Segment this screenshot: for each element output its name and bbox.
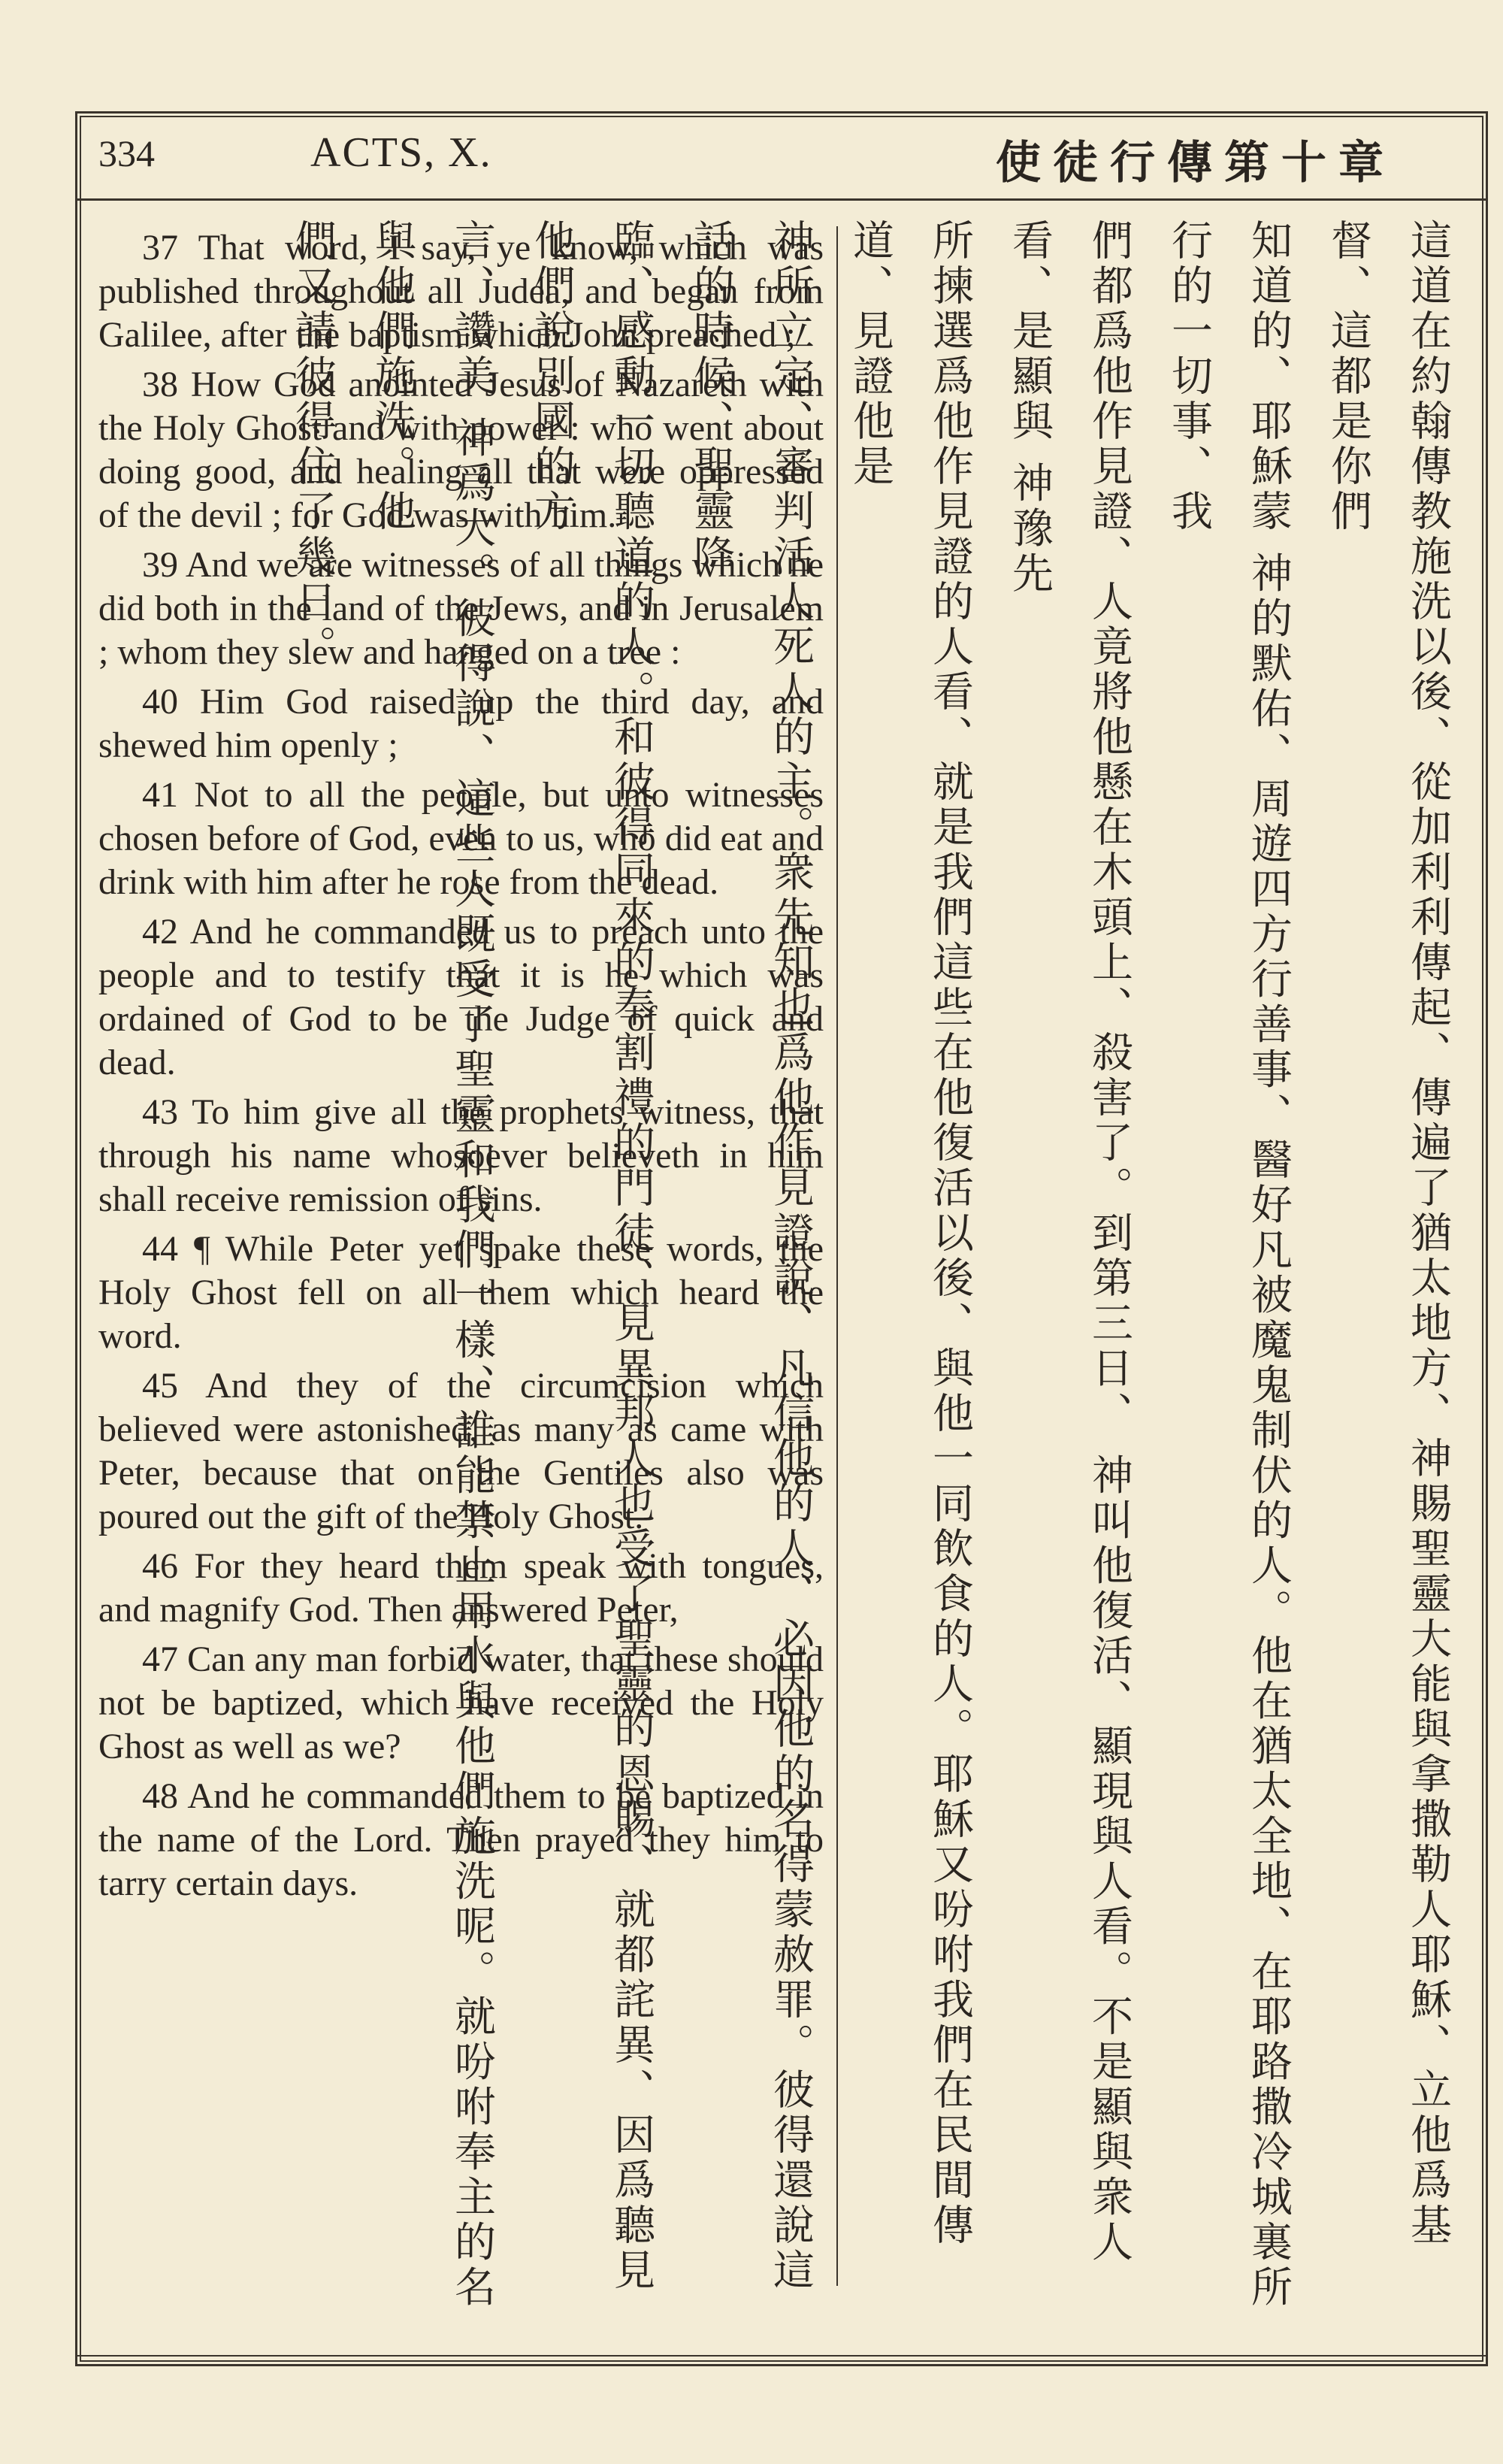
page-number: 334 bbox=[98, 132, 155, 174]
verse-44: 44 ¶ While Peter yet spake these words, the Holy Ghost fell on all them which heard the word. bbox=[98, 1229, 824, 1356]
book-page bbox=[75, 111, 1488, 2366]
chinese-column-line: 所揀選爲他作見證的人看、就是我們這些在他復活以後、與他一同飲食的人。耶穌又吩咐我們在民間傳道、見證他是 bbox=[846, 219, 974, 2248]
verse-37: 37 That word, I say, ye know, which was published throughout all Judea, and began from Galilee, after the baptism which John preached ; bbox=[98, 228, 824, 355]
chinese-column-line: 們都爲他作見證、人竟將他懸在木頭上、殺害了。到第三日、 神叫他復活、顯現與人看。不是顯與衆人看、是顯與 神豫先 bbox=[1006, 219, 1133, 2266]
verse-48: 48 And he commanded them to be baptized in the name of the Lord. Then prayed they him to tarry certain days. bbox=[98, 1776, 824, 1903]
chinese-column-line: 神所立定、審判活人死人的主。衆先知也爲他作見證說、凡信他的人、必因他的名得蒙赦罪。彼得還說這話的時候、聖靈降 bbox=[687, 219, 815, 2293]
chinese-running-title: 使徒行傳第十章 bbox=[996, 137, 1396, 189]
bottom-rule bbox=[77, 2355, 1486, 2357]
verse-46: 46 For they heard them speak with tongues, and magnify God. Then answered Peter, bbox=[98, 1546, 824, 1630]
chinese-column-line: 知道的、耶穌蒙 神的默佑、周遊四方行善事、醫好凡被魔鬼制伏的人。他在猶太全地、在耶路撒冷城裏所行的一切事、我 bbox=[1165, 219, 1293, 2311]
verse-40: 40 Him God raised up the third day, and shewed him openly ; bbox=[98, 682, 824, 765]
verse-45: 45 And they of the circumcision which believed were astonished, as many as came with Peter, because that on the Gentiles also was poured out the gift of the Holy Ghost. bbox=[98, 1366, 824, 1536]
chinese-column-line: 言、讚美 神爲大。彼得說、這些人既受了聖靈和我們一樣、誰能禁止用水與他們施洗呢。就吩咐奉主的名與他們施洗。他 bbox=[368, 219, 496, 2311]
verse-42: 42 And he commanded us to preach unto the people and to testify that it is he which was ordained of God to be the Judge of quick and dead. bbox=[98, 912, 824, 1082]
verse-43: 43 To him give all the prophets witness, that through his name whosoever believeth in him shall receive remission of sins. bbox=[98, 1092, 824, 1219]
verse-39: 39 And we are witnesses of all things which he did both in the land of the Jews, and in Jerusalem ; whom they slew and hanged on a tree : bbox=[98, 545, 824, 672]
chinese-column-line: 臨、感動一切聽道的人。和彼得同來的奉割禮的門徒、見異邦人也受了聖靈的恩賜、就都詫異、因爲聽見他們說別國的方 bbox=[528, 219, 655, 2293]
verse-41: 41 Not to all the people, but unto witnesses chosen before of God, even to us, who did eat and drink with him after he rose from the dead. bbox=[98, 775, 824, 902]
page-header bbox=[77, 114, 1486, 201]
chinese-column-line: 們又請彼得住了幾日。 bbox=[289, 219, 337, 670]
chinese-column-line: 這道在約翰傳教施洗以後、從加利利傳起、傳遍了猶太地方、神賜聖靈大能與拿撒勒人耶穌、立他爲基督、這都是你們 bbox=[1324, 219, 1452, 2248]
verse-47: 47 Can any man forbid water, that these should not be baptized, which have received the Holy Ghost as well as we? bbox=[98, 1639, 824, 1766]
verse-38: 38 How God anointed Jesus of Nazareth with the Holy Ghost and with power : who went about doing good, and healing all that were oppressed of the devil ; for God was with him. bbox=[98, 365, 824, 535]
running-title: ACTS, X. bbox=[310, 129, 492, 176]
